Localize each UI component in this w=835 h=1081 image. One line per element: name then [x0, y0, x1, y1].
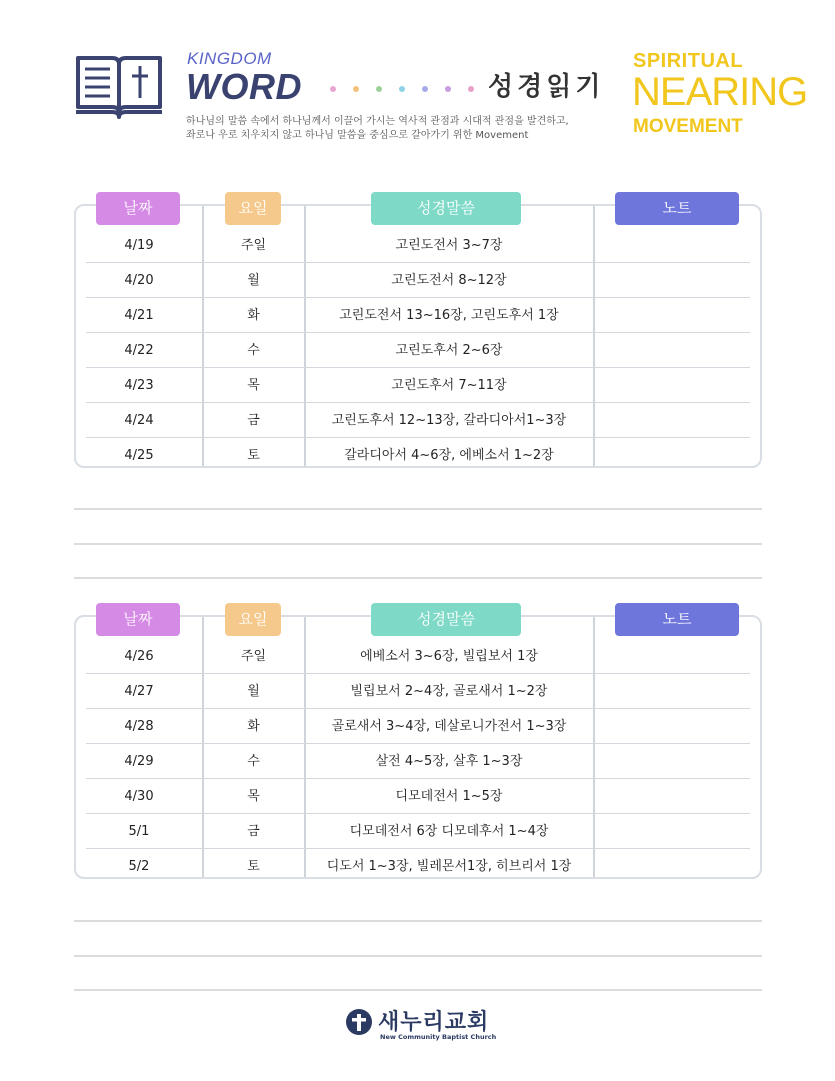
- subtitle: [186, 115, 586, 143]
- date-cell: 4/28: [124, 719, 154, 734]
- day-cell: 목: [247, 378, 260, 393]
- header-note: 노트: [615, 603, 739, 636]
- reading-cell: 에베소서 3~6장, 빌립보서 1장: [360, 649, 538, 664]
- day-cell: 수: [247, 754, 260, 769]
- day-cell: 주일: [240, 238, 267, 253]
- day-cell: 금: [247, 413, 260, 428]
- date-cell: 4/27: [124, 684, 154, 699]
- header-day: 요일: [225, 192, 281, 225]
- church-logo-icon: [344, 1007, 374, 1037]
- note-cell[interactable]: [595, 438, 760, 468]
- table-row: [76, 814, 760, 849]
- page-header: [0, 0, 835, 160]
- day-cell: 토: [247, 859, 260, 874]
- note-cell[interactable]: [595, 639, 760, 674]
- day-cell: 토: [247, 448, 260, 463]
- reading-cell: 고린도후서 12~13장, 갈라디아서1~3장: [331, 413, 567, 428]
- date-cell: 5/2: [128, 859, 150, 874]
- table-row: [76, 438, 760, 468]
- date-cell: 4/30: [124, 789, 154, 804]
- note-cell[interactable]: [595, 674, 760, 709]
- church-logo: [344, 1005, 544, 1045]
- reading-cell: 디도서 1~3장, 빌레몬서1장, 히브리서 1장: [326, 859, 572, 874]
- note-line: [74, 543, 762, 545]
- day-cell: 수: [247, 343, 260, 358]
- decorative-dot: [468, 86, 474, 92]
- day-cell: 화: [247, 719, 260, 734]
- subtitle-line-1: 하나님의 말씀 속에서 하나님께서 이끌어 가시는 역사적 관점과 시대적 관점을 발견하고,: [186, 116, 569, 127]
- table-row: [76, 779, 760, 814]
- decorative-dot: [353, 86, 359, 92]
- reading-cell: 살전 4~5장, 살후 1~3장: [375, 754, 523, 769]
- table-row: [76, 263, 760, 298]
- note-line: [74, 955, 762, 957]
- date-cell: 5/1: [128, 824, 150, 839]
- reading-table-week-2: [74, 603, 762, 893]
- date-cell: 4/22: [124, 343, 154, 358]
- page-title: 성경읽기: [488, 72, 605, 102]
- header-date: 날짜: [96, 192, 180, 225]
- header-reading: 성경말씀: [371, 603, 521, 636]
- note-line: [74, 577, 762, 579]
- note-cell[interactable]: [595, 744, 760, 779]
- date-cell: 4/21: [124, 308, 154, 323]
- subtitle-line-2: 좌로나 우로 치우치지 않고 하나님 말씀을 중심으로 갈아가기 위한 Movement: [186, 130, 529, 141]
- reading-cell: 고린도전서 13~16장, 고린도후서 1장: [339, 308, 559, 323]
- decorative-dot: [376, 86, 382, 92]
- header-reading: 성경말씀: [371, 192, 521, 225]
- movement-line-1: SPIRITUAL: [633, 50, 744, 72]
- reading-cell: 갈라디아서 4~6장, 에베소서 1~2장: [344, 448, 554, 463]
- note-cell[interactable]: [595, 368, 760, 403]
- table-row: [76, 403, 760, 438]
- table-row: [76, 639, 760, 674]
- note-cell[interactable]: [595, 709, 760, 744]
- reading-table-week-1: [74, 192, 762, 482]
- note-cell[interactable]: [595, 298, 760, 333]
- note-cell[interactable]: [595, 849, 760, 879]
- date-cell: 4/29: [124, 754, 154, 769]
- date-cell: 4/25: [124, 448, 154, 463]
- date-cell: 4/26: [124, 649, 154, 664]
- date-cell: 4/23: [124, 378, 154, 393]
- movement-line-2: NEARING: [632, 70, 808, 114]
- reading-cell: 빌립보서 2~4장, 골로새서 1~2장: [350, 684, 548, 699]
- decorative-dot: [399, 86, 405, 92]
- date-cell: 4/19: [124, 238, 154, 253]
- decorative-dot: [422, 86, 428, 92]
- day-cell: 금: [247, 824, 260, 839]
- reading-cell: 골로새서 3~4장, 데살로니가전서 1~3장: [331, 719, 567, 734]
- day-cell: 월: [247, 684, 260, 699]
- note-line: [74, 508, 762, 510]
- table-row: [76, 849, 760, 879]
- reading-cell: 고린도후서 7~11장: [391, 378, 507, 393]
- header-date: 날짜: [96, 603, 180, 636]
- date-cell: 4/24: [124, 413, 154, 428]
- table-row: [76, 228, 760, 263]
- date-cell: 4/20: [124, 273, 154, 288]
- reading-cell: 디모데전서 1~5장: [395, 789, 503, 804]
- day-cell: 화: [247, 308, 260, 323]
- table-row: [76, 333, 760, 368]
- note-cell[interactable]: [595, 779, 760, 814]
- open-bible-icon: [74, 52, 164, 120]
- day-cell: 월: [247, 273, 260, 288]
- note-cell[interactable]: [595, 263, 760, 298]
- day-cell: 주일: [240, 649, 267, 664]
- reading-cell: 고린도전서 3~7장: [395, 238, 503, 253]
- table-row: [76, 709, 760, 744]
- table-row: [76, 744, 760, 779]
- note-cell[interactable]: [595, 814, 760, 849]
- decorative-dot: [330, 86, 336, 92]
- note-line: [74, 920, 762, 922]
- table-row: [76, 368, 760, 403]
- header-day: 요일: [225, 603, 281, 636]
- note-cell[interactable]: [595, 228, 760, 263]
- header-note: 노트: [615, 192, 739, 225]
- note-cell[interactable]: [595, 403, 760, 438]
- table-row: [76, 298, 760, 333]
- reading-cell: 고린도후서 2~6장: [395, 343, 503, 358]
- table-row: [76, 674, 760, 709]
- word-logo-text: WORD: [186, 66, 302, 107]
- table-box: [74, 615, 762, 879]
- kingdom-label: KINGDOM: [187, 49, 272, 68]
- reading-cell: 고린도전서 8~12장: [391, 273, 507, 288]
- day-cell: 목: [247, 789, 260, 804]
- church-name-english: New Community Baptist Church: [380, 1033, 497, 1041]
- reading-cell: 디모데전서 6장 디모데후서 1~4장: [349, 824, 549, 839]
- note-line: [74, 989, 762, 991]
- note-cell[interactable]: [595, 333, 760, 368]
- church-name-korean: 새누리교회: [378, 1010, 490, 1035]
- table-box: [74, 204, 762, 468]
- movement-line-3: MOVEMENT: [633, 116, 743, 137]
- decorative-dot: [445, 86, 451, 92]
